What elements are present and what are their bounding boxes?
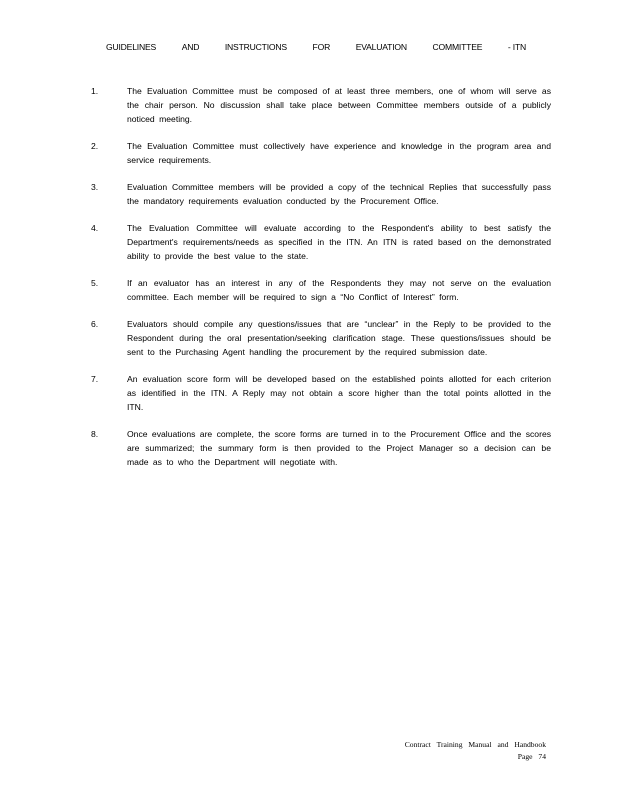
list-item xyxy=(91,139,551,167)
item-number: 4. xyxy=(91,223,99,233)
item-number: 1. xyxy=(91,86,99,96)
item-number: 2. xyxy=(91,141,99,151)
title-word: FOR xyxy=(312,42,331,52)
page-title xyxy=(106,42,526,52)
item-number: 7. xyxy=(91,374,99,384)
list-item xyxy=(91,317,551,359)
title-word: EVALUATION xyxy=(355,42,407,52)
list-item xyxy=(91,276,551,304)
item-text: An evaluation score form will be developed based on the established points allotted for each criterion as identified in the ITN. A Reply may not obtain a score higher than the total points allotted in the ITN. xyxy=(127,374,551,412)
item-number: 5. xyxy=(91,278,99,288)
footer-page-number: Page 74 xyxy=(517,752,546,761)
title-word: AND xyxy=(181,42,200,52)
item-number: 3. xyxy=(91,182,99,192)
list-item xyxy=(91,84,551,126)
guidelines-list xyxy=(91,84,551,482)
item-number: 6. xyxy=(91,319,99,329)
title-word: GUIDELINES xyxy=(106,42,157,52)
list-item xyxy=(91,221,551,263)
list-item xyxy=(91,427,551,469)
item-number: 8. xyxy=(91,429,99,439)
title-word: - ITN xyxy=(507,42,526,52)
item-text: Evaluators should compile any questions/issues that are “unclear” in the Reply to be provided to the Respondent during the oral presentation/seeking clarification stage. These questions/issues should be sent to the Purchasing Agent handling the procurement by the required submission date. xyxy=(127,319,551,357)
item-text: Evaluation Committee members will be provided a copy of the technical Replies that successfully pass the mandatory requirements evaluation conducted by the Procurement Office. xyxy=(127,182,551,206)
list-item xyxy=(91,180,551,208)
list-item xyxy=(91,372,551,414)
item-text: The Evaluation Committee must be composed of at least three members, one of whom will serve as the chair person. No discussion shall take place between Committee members outside of a publicly noticed meeting. xyxy=(127,86,551,124)
item-text: Once evaluations are complete, the score forms are turned in to the Procurement Office and the scores are summarized; the summary form is then provided to the Project Manager so a decision can be made as to who the Department will negotiate with. xyxy=(127,429,552,467)
item-text: If an evaluator has an interest in any of the Respondents they may not serve on the evaluation committee. Each member will be required to sign a “No Conflict of Interest” form. xyxy=(127,278,551,302)
item-text: The Evaluation Committee must collectively have experience and knowledge in the program area and service requirements. xyxy=(127,141,551,165)
item-text: The Evaluation Committee will evaluate according to the Respondent's ability to best satisfy the Department's requirements/needs as specified in the ITN. An ITN is rated based on the demonstrated ability to provide the best value to the state. xyxy=(127,223,551,261)
title-word: COMMITTEE xyxy=(432,42,483,52)
page-footer xyxy=(405,739,546,763)
footer-manual-title: Contract Training Manual and Handbook xyxy=(404,740,546,749)
title-word: INSTRUCTIONS xyxy=(224,42,287,52)
